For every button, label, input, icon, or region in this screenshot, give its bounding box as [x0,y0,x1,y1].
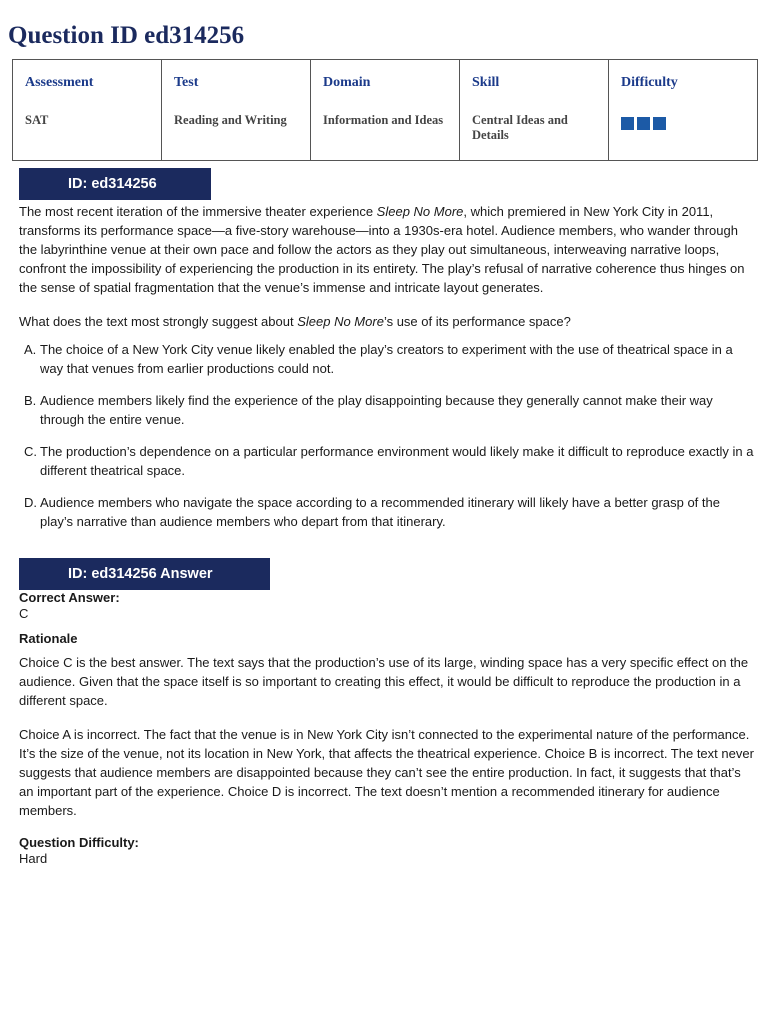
correct-answer-label: Correct Answer: [19,590,120,605]
difficulty-indicator [621,117,745,130]
question-difficulty-label: Question Difficulty: [19,835,139,850]
choice-c[interactable] [19,442,754,480]
passage-intro: The most recent iteration of the immersive theater experience [19,204,377,219]
meta-header-assessment: Assessment [25,75,94,90]
correct-answer-value: C [19,606,29,621]
meta-cell-test [162,60,311,161]
question-prompt [19,312,754,331]
prompt-end: ’s use of its performance space? [383,314,571,329]
meta-cell-domain [311,60,460,161]
choice-b-letter: B. [24,393,37,408]
choice-d-letter: D. [24,495,37,510]
choice-d[interactable] [19,493,754,531]
choice-a-text: The choice of a New York City venue likely enabled the play’s creators to experiment with the use of theatrical space in a way that venues from earlier productions could not. [40,342,733,376]
rationale-paragraph-1: Choice C is the best answer. The text says that the production’s use of its large, winding space has a very specific effect on the audience. Given that the space itself is so important to creating this effect, it would be difficult to reproduce the production in a different space. [19,655,749,708]
question-id-banner: ID: ed314256 [19,168,211,200]
answer-banner: ID: ed314256 Answer [19,558,270,590]
meta-cell-difficulty [609,60,758,161]
choice-b[interactable] [19,391,754,429]
meta-header-domain: Domain [323,75,371,90]
choice-a-letter: A. [24,342,37,357]
meta-header-skill: Skill [472,75,500,90]
prompt-play-title: Sleep No More [297,314,384,329]
meta-value-assessment: SAT [25,113,49,127]
choice-b-text: Audience members likely find the experience of the play disappointing because they generally cannot make their way through the entire venue. [40,393,713,427]
prompt-intro: What does the text most strongly suggest about [19,314,298,329]
meta-cell-assessment [13,60,162,161]
passage-play-title: Sleep No More [376,204,464,219]
meta-value-test: Reading and Writing [174,113,287,127]
choice-c-letter: C. [24,444,37,459]
passage-body: , which premiered in New York City in 2011, transforms its performance space—a five-story warehouse—into a 1930s-era hotel. Audience members, who wander through the labyrinthine venue at their own pace and follow the actors as they play out simultaneous, interweaving narrative loops, confront the impossibility of experiencing the production in its entirety. The play’s refusal of narrative coherence thus hinges on the sense of spatial fragmentation that the venue’s immense and intricate layout generates. [19,204,745,295]
choice-c-text: The production’s dependence on a particular performance environment would likely make it difficult to reproduce exactly in a different theatrical space. [40,444,754,478]
difficulty-box [653,117,666,130]
passage [19,202,754,297]
meta-cell-skill [460,60,609,161]
page-title: Question ID ed314256 [8,22,245,49]
choice-d-text: Audience members who navigate the space according to a recommended itinerary will likely have a better grasp of the play’s narrative than audience members who depart from that itinerary. [40,495,720,529]
meta-value-skill: Central Ideas and Details [472,113,568,142]
meta-header-test: Test [174,75,199,90]
difficulty-box [621,117,634,130]
meta-value-domain: Information and Ideas [323,113,444,127]
rationale-label: Rationale [19,631,78,646]
difficulty-box [637,117,650,130]
question-difficulty-value: Hard [19,851,48,866]
meta-header-difficulty: Difficulty [621,75,678,90]
question-meta-table [12,59,758,161]
rationale-paragraph-2: Choice A is incorrect. The fact that the venue is in New York City isn’t connected to the experimental nature of the performance. It’s the size of the venue, not its location in New York, that affects the theatrical experience. Choice B is incorrect. The text never suggests that audience members are disappointed because they can’t see the entire production. In fact, it suggests that that’s an important part of the experience. Choice D is incorrect. The text doesn’t mention a recommended itinerary for audience members. [19,727,754,818]
choice-a[interactable] [19,340,754,378]
